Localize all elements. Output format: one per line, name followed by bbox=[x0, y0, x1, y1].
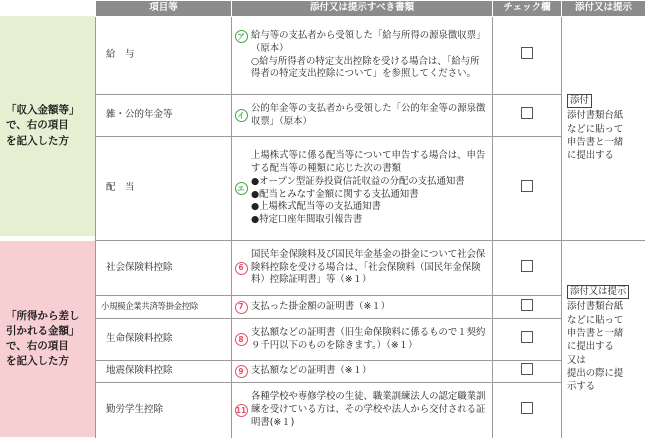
row-document bbox=[232, 383, 493, 438]
row-mark: イ bbox=[235, 109, 248, 122]
checkbox[interactable] bbox=[521, 47, 533, 59]
check-cell bbox=[493, 137, 562, 241]
attach-line: 添付書類台紙 bbox=[567, 301, 624, 313]
doc-line: ●特定口座年間取引報告書 bbox=[251, 214, 363, 226]
circle-8-icon bbox=[234, 333, 248, 347]
category-deduction-line: 引かれる金額」 bbox=[6, 324, 80, 337]
checkbox[interactable] bbox=[521, 331, 533, 343]
row-mark: 9 bbox=[235, 365, 248, 378]
check-cell bbox=[493, 383, 562, 438]
checkbox[interactable] bbox=[521, 180, 533, 192]
attach-line: に提出する bbox=[567, 150, 614, 162]
category-deduction bbox=[0, 241, 95, 437]
circle-a-icon bbox=[234, 30, 248, 44]
checkbox[interactable] bbox=[521, 260, 533, 272]
table-row bbox=[96, 241, 645, 296]
row-mark: 11 bbox=[235, 404, 248, 417]
doc-line: ●上場株式配当等の支払通知書 bbox=[251, 201, 382, 213]
column-header-attach: 添付又は提示 bbox=[562, 1, 645, 17]
column-header-item: 項目等 bbox=[96, 1, 232, 17]
attach-income bbox=[562, 17, 645, 241]
category-deduction-line: 「所得から差し bbox=[6, 309, 80, 322]
attach-line: 提出の際に提 bbox=[567, 367, 624, 379]
attach-tag: 添付又は提示 bbox=[567, 285, 629, 299]
checkbox[interactable] bbox=[521, 363, 533, 375]
category-income-line: を記入した方 bbox=[6, 134, 69, 147]
attach-deduction bbox=[562, 241, 645, 438]
check-cell bbox=[493, 319, 562, 361]
column-header-check: チェック欄 bbox=[493, 1, 562, 17]
doc-line: ●配当とみなす金額に関する支払通知書 bbox=[251, 188, 419, 200]
attach-line: 申告書と一緒 bbox=[567, 327, 624, 339]
check-cell bbox=[493, 17, 562, 95]
attach-line: 又は bbox=[567, 354, 586, 366]
row-document-text: 支払額などの証明書（旧生命保険料に係るもので１契約９千円以下のものを除きます。）（※１） bbox=[251, 326, 486, 351]
attach-line: 示する bbox=[567, 381, 596, 393]
attach-line: などに貼って bbox=[567, 123, 624, 135]
row-document-text: 公的年金等の支払者から受領した「公的年金等の源泉徴収票」（原本） bbox=[251, 102, 486, 127]
row-item: 地震保険料控除 bbox=[96, 361, 232, 383]
row-item: 配 当 bbox=[96, 137, 232, 241]
row-item: 生命保険料控除 bbox=[96, 319, 232, 361]
row-item: 小規模企業共済等掛金控除 bbox=[96, 296, 232, 319]
row-document-text bbox=[251, 30, 488, 82]
attach-line: 添付書類台紙 bbox=[567, 110, 624, 122]
row-document bbox=[232, 319, 493, 361]
doc-line: 上場株式等に係る配当等について申告する場合は、申告する配当等の種類に応じた次の書類 bbox=[251, 149, 486, 174]
category-income bbox=[0, 16, 95, 236]
table-row bbox=[96, 17, 645, 95]
row-document-text: 各種学校や専修学校の生徒、職業訓練法人の認定職業訓練を受けている方は、その学校や法人から交付される証明書(※１) bbox=[251, 391, 486, 428]
check-cell bbox=[493, 361, 562, 383]
circle-6-icon bbox=[234, 261, 248, 275]
row-document-text: 支払った掛金額の証明書（※１） bbox=[251, 300, 391, 312]
attach-line: に提出する bbox=[567, 341, 614, 353]
row-document bbox=[232, 361, 493, 383]
category-deduction-line: で、右の項目 bbox=[6, 340, 69, 352]
check-cell bbox=[493, 95, 562, 137]
attach-tag: 添付 bbox=[567, 94, 592, 108]
row-mark: ア bbox=[235, 30, 248, 43]
doc-line: 給与等の支払者から受領した「給与所得の源泉徴収票」（原本） bbox=[251, 29, 486, 54]
row-document bbox=[232, 137, 493, 241]
category-income-line: で、右の項目 bbox=[6, 119, 69, 132]
row-mark: 6 bbox=[235, 262, 248, 275]
doc-line: ○給与所得者の特定支出控除を受ける場合は、「給与所得者の特定支出控除について」を参照してください。 bbox=[251, 55, 480, 80]
category-income-line: 「収入金額等」 bbox=[6, 104, 80, 117]
checkbox[interactable] bbox=[521, 402, 533, 414]
row-item: 勤労学生控除 bbox=[96, 383, 232, 438]
row-mark: 7 bbox=[235, 301, 248, 314]
doc-line: ●オープン型証券投資信託収益の分配の支払通知書 bbox=[251, 175, 465, 187]
row-document-text bbox=[251, 150, 488, 228]
attach-line: 申告書と一緒 bbox=[567, 136, 624, 148]
category-deduction-line: を記入した方 bbox=[6, 355, 69, 368]
checkbox[interactable] bbox=[521, 107, 533, 119]
circle-7-icon bbox=[234, 300, 248, 314]
row-document-text: 国民年金保険料及び国民年金基金の掛金について社会保険料控除を受ける場合は、「社会保険料（国民年金保険料）控除証明書」等（※１） bbox=[251, 248, 486, 286]
check-cell bbox=[493, 241, 562, 296]
row-document bbox=[232, 241, 493, 296]
row-item: 社会保険料控除 bbox=[96, 241, 232, 296]
row-document bbox=[232, 95, 493, 137]
check-cell bbox=[493, 296, 562, 319]
row-mark: 8 bbox=[235, 333, 248, 346]
row-document bbox=[232, 17, 493, 95]
circle-e-icon bbox=[234, 182, 248, 196]
row-document-text: 支払額などの証明書（※１） bbox=[251, 365, 372, 377]
circle-9-icon bbox=[234, 365, 248, 379]
documents-table bbox=[95, 0, 645, 438]
circle-i-icon bbox=[234, 109, 248, 123]
row-document bbox=[232, 296, 493, 319]
attach-line: などに貼って bbox=[567, 314, 624, 326]
row-item: 給 与 bbox=[96, 17, 232, 95]
circle-11-icon bbox=[234, 404, 248, 418]
checkbox[interactable] bbox=[521, 299, 533, 311]
row-mark: エ bbox=[235, 182, 248, 195]
column-header-document: 添付又は提示すべき書類 bbox=[232, 1, 493, 17]
row-item: 雑・公的年金等 bbox=[96, 95, 232, 137]
